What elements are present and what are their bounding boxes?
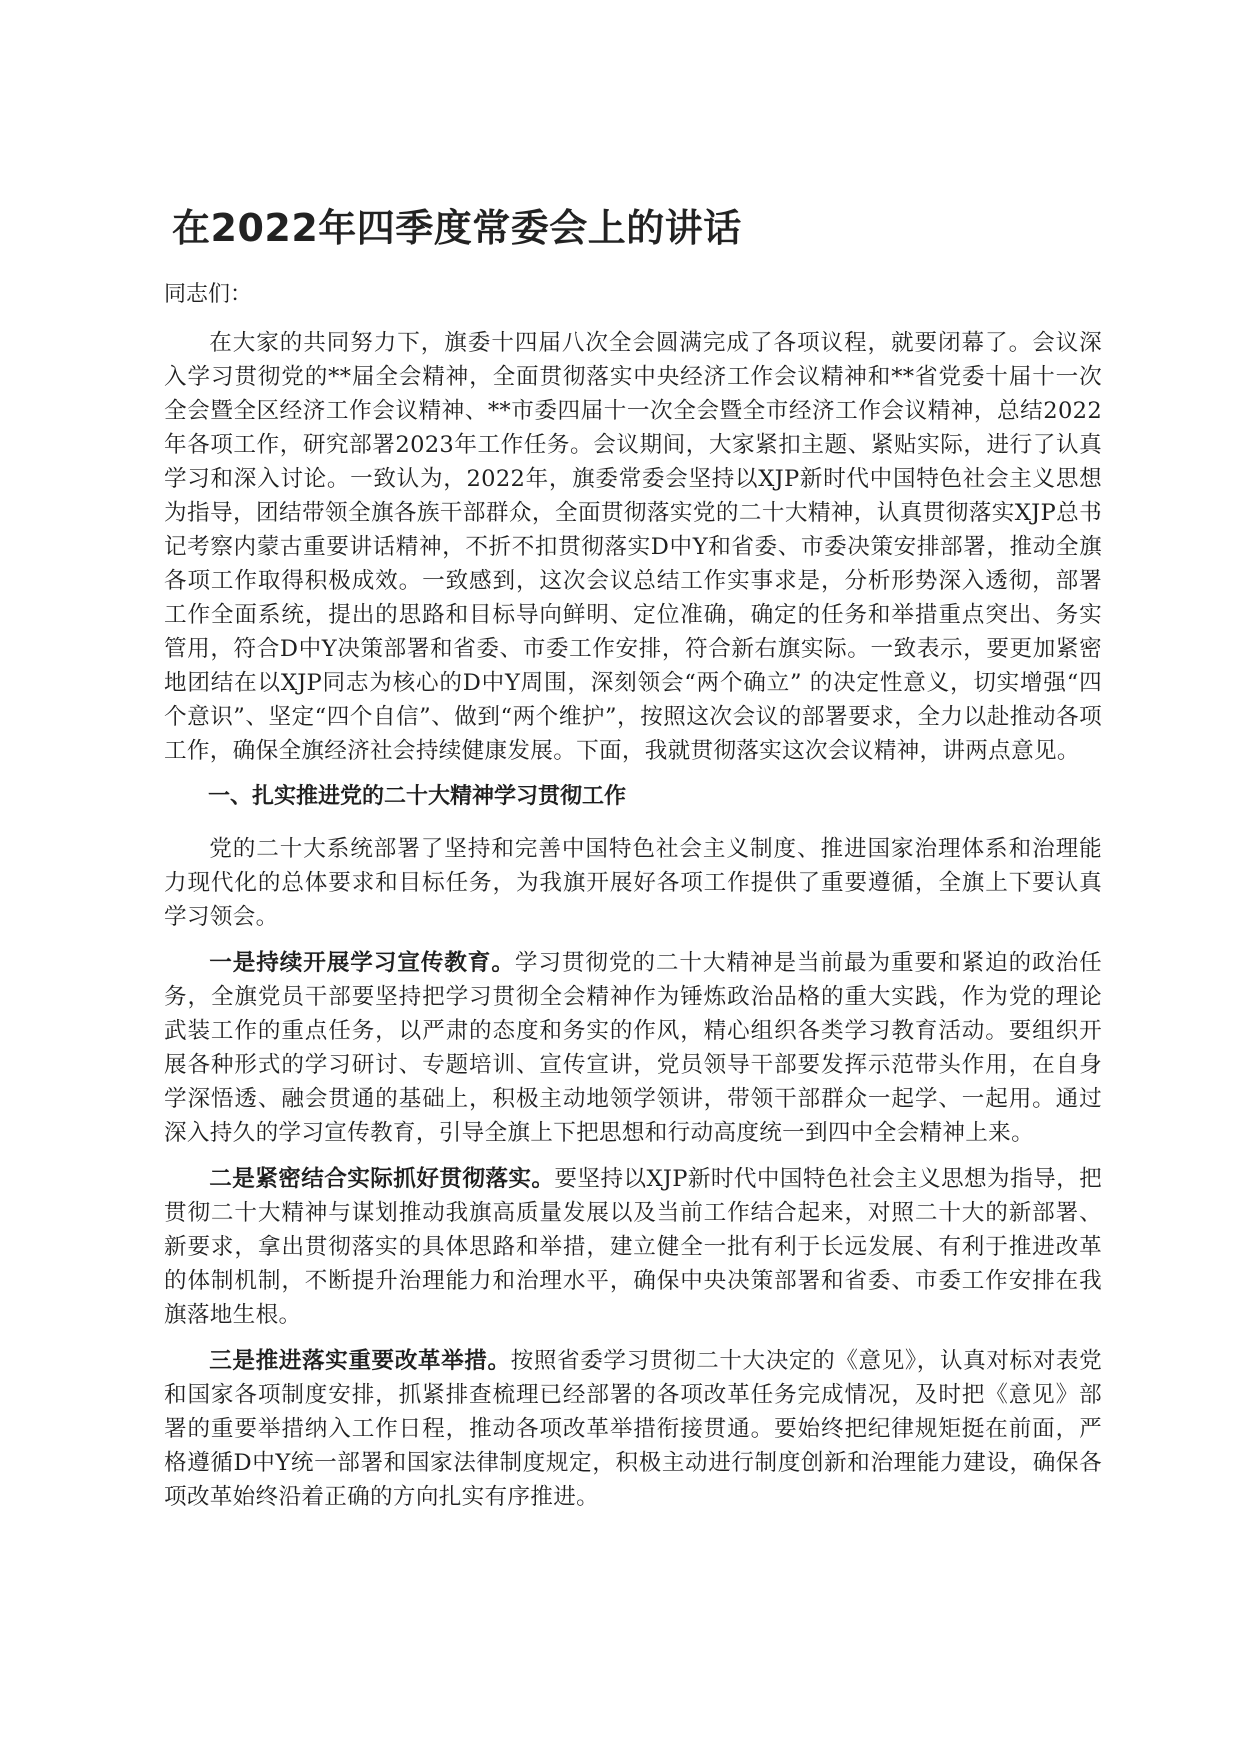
intro-paragraph: 在大家的共同努力下，旗委十四届八次全会圆满完成了各项议程，就要闭幕了。会议深入学习贯彻党的**届全会精神，全面贯彻落实中央经济工作会议精神和**省党委十届十一次全会暨全区经济工作会议精神、**市委四届十一次全会暨全市经济工作会议精神，总结2022年各项工作，研究部署2023年工作任务。会议期间，大家紧扣主题、紧贴实际，进行了认真学习和深入讨论。一致认为，2022年，旗委常委会坚持以XJP新时代中国特色社会主义思想为指导，团结带领全旗各族干部群众，全面贯彻落实党的二十大精神，认真贯彻落实XJP总书记考察内蒙古重要讲话精神，不折不扣贯彻落实D中Y和省委、市委决策安排部署，推动全旗各项工作取得积极成效。一致感到，这次会议总结工作实事求是，分析形势深入透彻，部署工作全面系统，提出的思路和目标导向鲜明、定位准确，确定的任务和举措重点突出、务实管用，符合D中Y决策部署和省委、市委工作安排，符合新右旗实际。一致表示，要更加紧密地团结在以XJP同志为核心的D中Y周围，深刻领会“两个确立” 的决定性意义，切实增强“四个意识”、坚定“四个自信”、做到“两个维护”，按照这次会议的部署要求，全力以赴推动各项工作，确保全旗经济社会持续健康发展。下面，我就贯彻落实这次会议精神，讲两点意见。: [164, 330, 1102, 764]
salutation: 同志们：: [164, 282, 253, 307]
point-text: 学习贯彻党的二十大精神是当前最为重要和紧迫的政治任务，全旗党员干部要坚持把学习贯彻全会精神作为锤炼政治品格的重大实践，作为党的理论武装工作的重点任务，以严肃的态度和务实的作风，精心组织各类学习教育活动。要组织开展各种形式的学习研讨、专题培训、宣传宣讲，党员领导干部要发挥示范带头作用，在自身学深悟透、融会贯通的基础上，积极主动地领学领讲，带领干部群众一起学、一起用。通过深入持久的学习宣传教育，引导全旗上下把思想和行动高度统一到四中全会精神上来。: [164, 950, 1103, 1146]
document-body: [164, 200, 1102, 1526]
point-text: 按照省委学习贯彻二十大决定的《意见》，认真对标对表党和国家各项制度安排，抓紧排查梳理已经部署的各项改革任务完成情况，及时把《意见》部署的重要举措纳入工作日程，推动各项改革举措衔接贯通。要始终把纪律规矩挺在前面，严格遵循D中Y统一部署和国家法律制度规定，积极主动进行制度创新和治理能力建设，确保各项改革始终沿着正确的方向扎实有序推进。: [164, 1348, 1102, 1510]
point-lead: 一是持续开展学习宣传教育。: [209, 950, 515, 976]
section-intro-paragraph: 党的二十大系统部署了坚持和完善中国特色社会主义制度、推进国家治理体系和治理能力现代化的总体要求和目标任务，为我旗开展好各项工作提供了重要遵循，全旗上下要认真学习领会。: [164, 836, 1102, 930]
point-paragraph: [164, 1162, 1102, 1332]
point-lead: 二是紧密结合实际抓好贯彻落实。: [209, 1166, 555, 1192]
point-text: 要坚持以XJP新时代中国特色社会主义思想为指导，把贯彻二十大精神与谋划推动我旗高质量发展以及当前工作结合起来，对照二十大的新部署、新要求，拿出贯彻落实的具体思路和举措，建立健全一批有利于长远发展、有利于推进改革的体制机制，不断提升治理能力和治理水平，确保中央决策部署和省委、市委工作安排在我旗落地生根。: [164, 1166, 1103, 1328]
document-title: 在2022年四季度常委会上的讲话: [172, 206, 742, 250]
point-paragraph: [164, 946, 1102, 1150]
section-heading: 一、扎实推进党的二十大精神学习贯彻工作: [208, 784, 627, 809]
point-paragraph: [164, 1344, 1102, 1514]
point-lead: 三是推进落实重要改革举措。: [209, 1348, 511, 1374]
